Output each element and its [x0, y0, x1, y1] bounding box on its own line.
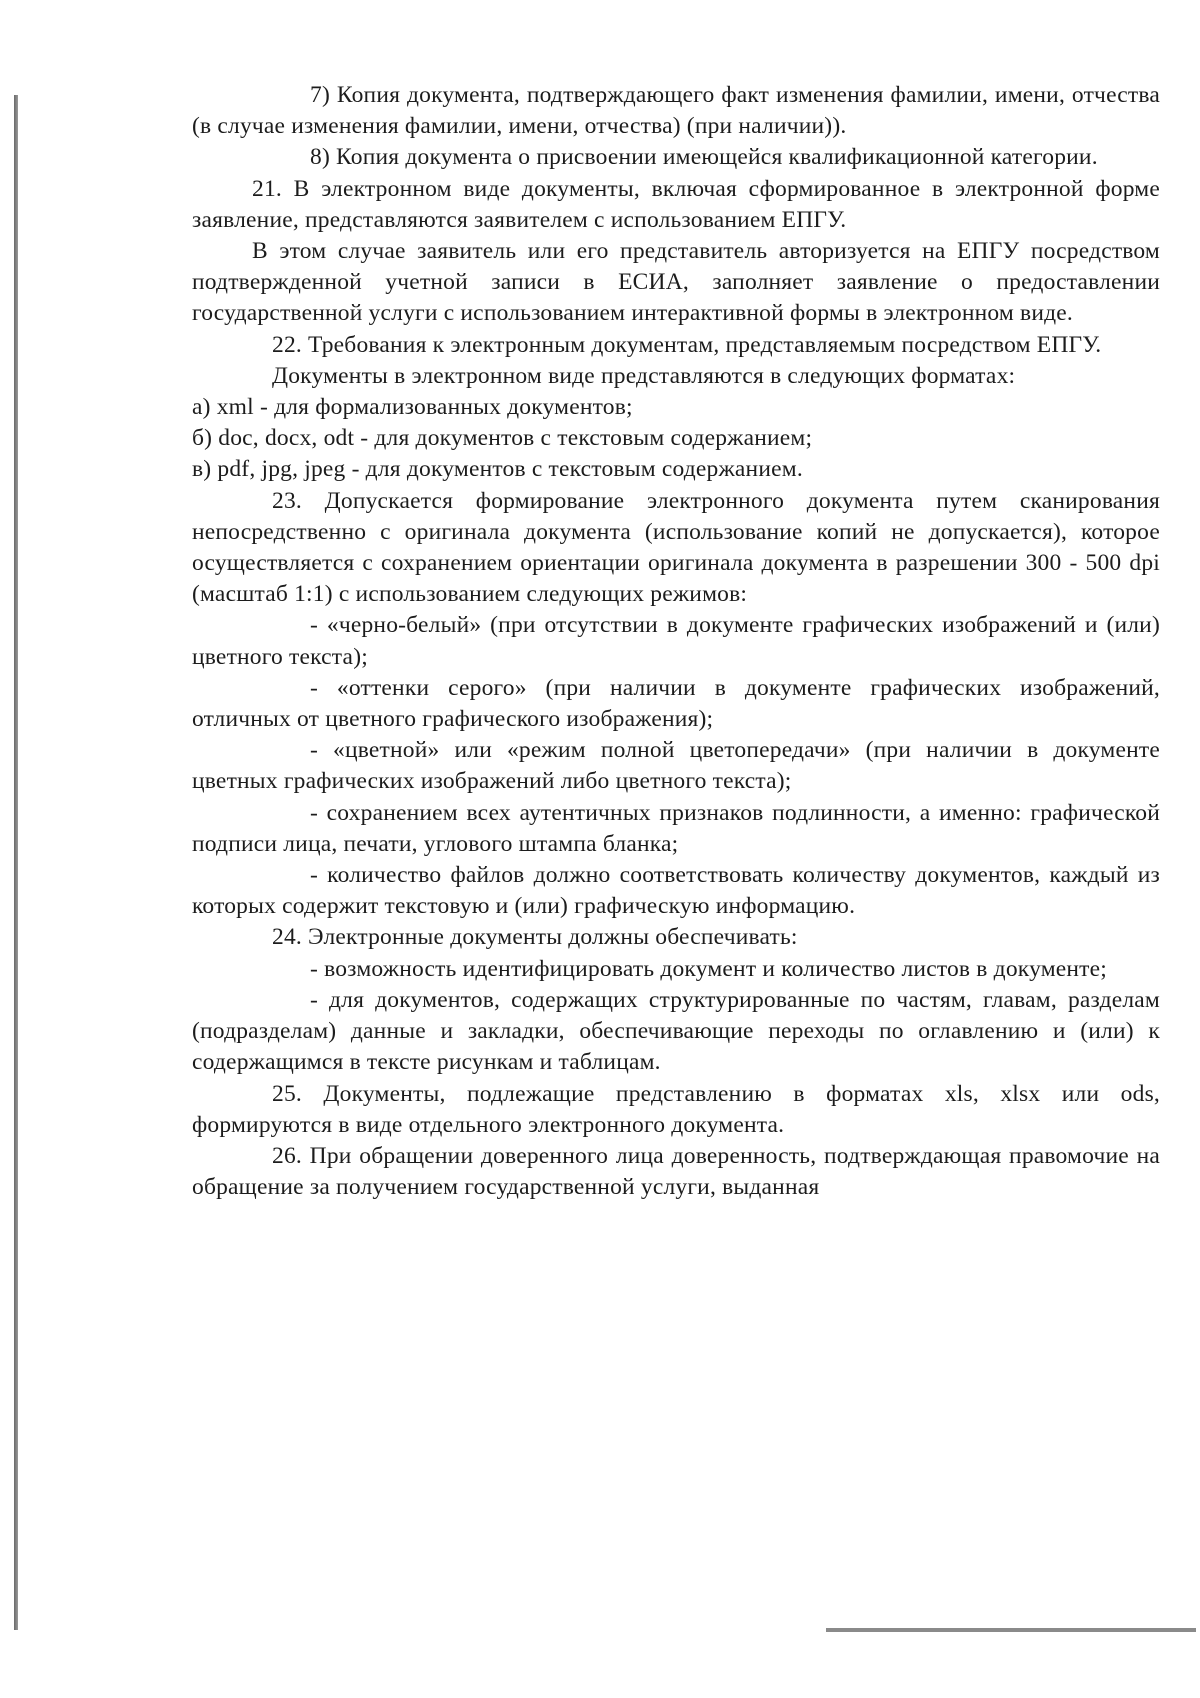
scan-left-edge-line [14, 95, 18, 1630]
paragraph-25: 25. Документы, подлежащие представлению в форматах xls, xlsx или ods, формируются в виде отдельного электронного документа. [192, 1080, 1160, 1138]
paragraph-item-7: 7) Копия документа, подтверждающего факт изменения фамилии, имени, отчества (в случае изменения фамилии, имени, отчества) (при наличии)). [192, 82, 1160, 140]
requirement-structure: - для документов, содержащих структурированные по частям, главам, разделам (подразделам) данные и закладки, обеспечивающие переходы по оглавлению и (или) к содержащимся в тексте рисункам и таблицам. [192, 986, 1160, 1076]
paragraph-21-continued: В этом случае заявитель или его представитель авторизуется на ЕПГУ посредством подтвержденной учетной записи в ЕСИА, заполняет заявление о предоставлении государственной услуги с использованием интерактивной формы в электронном виде. [192, 238, 1160, 327]
paragraph-22-formats-intro: Документы в электронном виде представляются в следующих форматах: [272, 362, 1016, 389]
scan-mode-grayscale: - «оттенки серого» (при наличии в документе графических изображений, отличных от цветного графического изображения); [192, 674, 1160, 733]
paragraph-21: 21. В электронном виде документы, включая сформированное в электронной форме заявление, представляются заявителем с использованием ЕПГУ. [192, 175, 1160, 233]
paragraph-item-8: 8) Копия документа о присвоении имеющейся квалификационной категории. [310, 144, 1098, 171]
scan-mode-authenticity: - сохранением всех аутентичных признаков подлинности, а именно: графической подписи лица, печати, углового штампа бланка; [192, 799, 1160, 857]
scan-mode-file-count: - количество файлов должно соответствовать количеству документов, каждый из которых содержит текстовую и (или) графическую информацию. [192, 862, 1160, 920]
format-item-a: а) xml - для формализованных документов; [192, 394, 633, 421]
scan-mode-bw: - «черно-белый» (при отсутствии в документе графических изображений и (или) цветного текста); [192, 612, 1160, 670]
paragraph-26: 26. При обращении доверенного лица доверенность, подтверждающая правомочие на обращение за получением государственной услуги, выданная [192, 1142, 1160, 1201]
paragraph-24: 24. Электронные документы должны обеспечивать: [272, 924, 798, 951]
format-item-c: в) pdf, jpg, jpeg - для документов с текстовым содержанием. [192, 456, 803, 483]
paragraph-23: 23. Допускается формирование электронного документа путем сканирования непосредственно с оригинала документа (использование копий не допускается), которое осуществляется с сохранением ориентации оригинала документа в разрешении 300 - 500 dpi (масштаб 1:1) с использованием следующих режимов: [192, 487, 1160, 608]
paragraph-22: 22. Требования к электронным документам, представляемым посредством ЕПГУ. [272, 331, 1102, 358]
requirement-identify: - возможность идентифицировать документ и количество листов в документе; [310, 955, 1108, 982]
scan-bottom-edge-line [826, 1628, 1196, 1632]
format-item-b: б) doc, docx, odt - для документов с текстовым содержанием; [192, 425, 813, 452]
scan-mode-color: - «цветной» или «режим полной цветопередачи» (при наличии в документе цветных графических изображений либо цветного текста); [192, 737, 1160, 795]
document-body [192, 80, 1160, 1203]
